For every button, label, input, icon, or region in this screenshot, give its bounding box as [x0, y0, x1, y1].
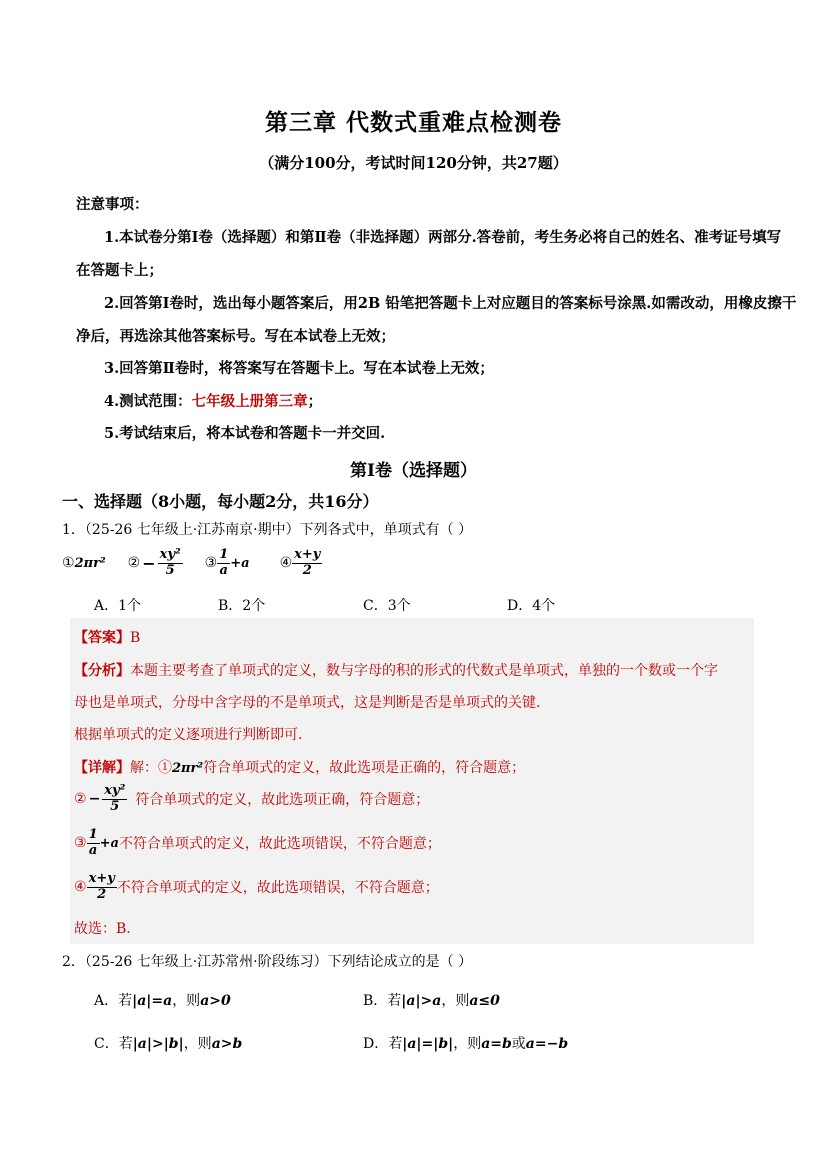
- page-title: 第三章 代数式重难点检测卷: [264, 109, 562, 136]
- q2-option-d: [363, 1033, 568, 1053]
- q2-option-a: [94, 990, 231, 1010]
- q1-expr-4-denominator: 2: [302, 562, 312, 578]
- q2-b-condition: |a|>a: [401, 993, 442, 1009]
- q2-d-then: ，则: [453, 1036, 482, 1052]
- q1-expr-2-sign: −: [142, 553, 156, 573]
- notice-item-1-line-1: 1.本试卷分第Ⅰ卷（选择题）和第Ⅱ卷（非选择题）两部分.答卷前，考生务必将自己的姓名、准考证号填写: [104, 229, 782, 246]
- q1-expr-3-fraction: [217, 548, 230, 579]
- q2-c-then: ，则: [183, 1036, 212, 1052]
- detail-l3-fraction: [87, 828, 100, 859]
- q2-b-prefix: B．若: [363, 993, 402, 1009]
- notice-item-2-line-1: 2.回答第Ⅰ卷时，选出每小题答案后，用2B 铅笔把答题卡上对应题目的答案标号涂黑.如需改动，用橡皮擦干: [104, 295, 797, 312]
- q2-option-b: [363, 990, 500, 1010]
- detail-l4-denominator: 2: [97, 886, 107, 902]
- q1-expr-3-denominator: a: [219, 562, 228, 578]
- q1-answer: [74, 627, 140, 647]
- q2-d-prefix: D．若: [363, 1036, 403, 1052]
- detail-l1-text: 符合单项式的定义，故此选项是正确的，符合题意；: [203, 760, 526, 776]
- q2-d-condition: |a|=|b|: [402, 1036, 454, 1052]
- detail-l2-denominator: 5: [110, 798, 120, 814]
- test-range: 七年级上册第三章: [191, 393, 308, 410]
- q1-option-a: A．1个: [94, 598, 142, 614]
- section-title: 第Ⅰ卷（选择题）: [350, 461, 477, 481]
- q2-d-result-2: a=−b: [525, 1036, 569, 1052]
- q1-expr-3-tail: +a: [230, 555, 250, 571]
- q2-d-or: 或: [511, 1036, 526, 1052]
- notice-item-3: 3.回答第Ⅱ卷时，将答案写在答题卡上。写在本试卷上无效；: [104, 360, 494, 377]
- page-subtitle: （满分100分，考试时间120分钟，共27题）: [259, 154, 568, 172]
- answer-label: 【答案】: [74, 630, 130, 646]
- q1-conclusion: 故选：B.: [74, 921, 131, 937]
- notice-item-4: [104, 390, 322, 411]
- detail-l3-numerator: 1: [88, 827, 98, 842]
- detail-l3-mark: ③: [74, 835, 87, 852]
- detail-l3-denominator: a: [88, 842, 98, 858]
- detail-l1-prefix: 解：①: [130, 760, 172, 776]
- q1-mark-4: ④: [279, 555, 293, 572]
- q1-expressions: [62, 548, 322, 579]
- q2-a-result: a>0: [200, 993, 231, 1009]
- q1-option-d: D．4个: [507, 598, 556, 614]
- detail-label: 【详解】: [74, 760, 130, 776]
- q1-expr-3-numerator: 1: [219, 547, 229, 562]
- q2-option-c: [94, 1033, 242, 1053]
- detail-l2-fraction: [102, 784, 127, 815]
- q1-option-b: B．2个: [218, 598, 266, 614]
- detail-l2-mark: ②: [74, 791, 87, 808]
- detail-l1-expression: 2πr²: [172, 761, 204, 776]
- q2-a-condition: |a|=a: [132, 993, 173, 1009]
- part1-heading: 一、选择题（8小题，每小题2分，共16分）: [62, 492, 379, 511]
- q2-d-result: a=b: [481, 1036, 512, 1052]
- notice-item-4-prefix: 4.测试范围：: [104, 393, 192, 410]
- notice-item-2-line-2: 净后，再选涂其他答案标号。写在本试卷上无效；: [76, 328, 395, 345]
- detail-l4-mark: ④: [74, 879, 87, 896]
- q1-mark-3: ③: [204, 555, 218, 572]
- q1-detail-line-4: [74, 872, 439, 903]
- q1-expr-1: 2πr²: [74, 555, 106, 571]
- notice-item-5: 5.考试结束后，将本试卷和答题卡一并交回.: [104, 425, 386, 442]
- analysis-text-1: 本题主要考查了单项式的定义，数与字母的积的形式的代数式是单项式，单独的一个数或一个字: [130, 663, 718, 679]
- q1-expr-2-fraction: [158, 548, 183, 579]
- q1-analysis-line-2: 母也是单项式，分母中含字母的不是单项式，这是判断是否是单项式的关键.: [74, 695, 541, 711]
- answer-value: B: [130, 630, 141, 646]
- q1-stem: 1．（25-26 七年级上·江苏南京·期中）下列各式中，单项式有（ ）: [62, 522, 473, 538]
- detail-l2-text: 符合单项式的定义，故此选项正确，符合题意；: [135, 792, 430, 809]
- notice-item-1-line-2: 在答题卡上；: [76, 262, 163, 279]
- q1-expr-2-numerator: xy²: [159, 547, 181, 562]
- q1-expr-4-fraction: [292, 548, 322, 579]
- detail-l2-numerator: xy²: [104, 783, 126, 798]
- detail-l4-text: 不符合单项式的定义，故此选项错误，不符合题意；: [116, 880, 439, 897]
- q1-expr-2-denominator: 5: [165, 562, 175, 578]
- q2-a-prefix: A．若: [94, 993, 133, 1009]
- q2-c-result: a>b: [211, 1036, 243, 1052]
- notice-item-4-suffix: ；: [307, 393, 323, 410]
- q1-detail-line-2: [74, 784, 429, 815]
- q1-detail-line-3: [74, 828, 441, 859]
- q2-c-condition: |a|>|b|: [132, 1036, 184, 1052]
- notice-heading: 注意事项：: [76, 196, 149, 213]
- q1-analysis-line-3: 根据单项式的定义逐项进行判断即可.: [74, 727, 303, 743]
- q1-option-c: C．3个: [363, 598, 411, 614]
- detail-l4-fraction: [87, 872, 117, 903]
- q1-expr-4-numerator: x+y: [294, 547, 321, 562]
- detail-l3-tail: +a: [99, 835, 119, 851]
- q2-b-then: ，则: [441, 993, 470, 1009]
- q2-b-result: a≤0: [469, 993, 500, 1009]
- detail-l2-sign: −: [88, 791, 101, 808]
- q1-mark-1: ①: [62, 555, 75, 572]
- q2-a-then: ，则: [172, 993, 201, 1009]
- detail-l3-text: 不符合单项式的定义，故此选项错误，不符合题意；: [118, 836, 441, 853]
- q2-c-prefix: C．若: [94, 1036, 133, 1052]
- q1-analysis-line-1: [74, 660, 718, 680]
- q2-stem: 2．（25-26 七年级上·江苏常州·阶段练习）下列结论成立的是（ ）: [62, 954, 473, 970]
- detail-l4-numerator: x+y: [88, 871, 115, 886]
- q1-detail-line-1: [74, 757, 525, 777]
- analysis-label: 【分析】: [74, 663, 130, 679]
- q1-mark-2: ②: [127, 555, 141, 572]
